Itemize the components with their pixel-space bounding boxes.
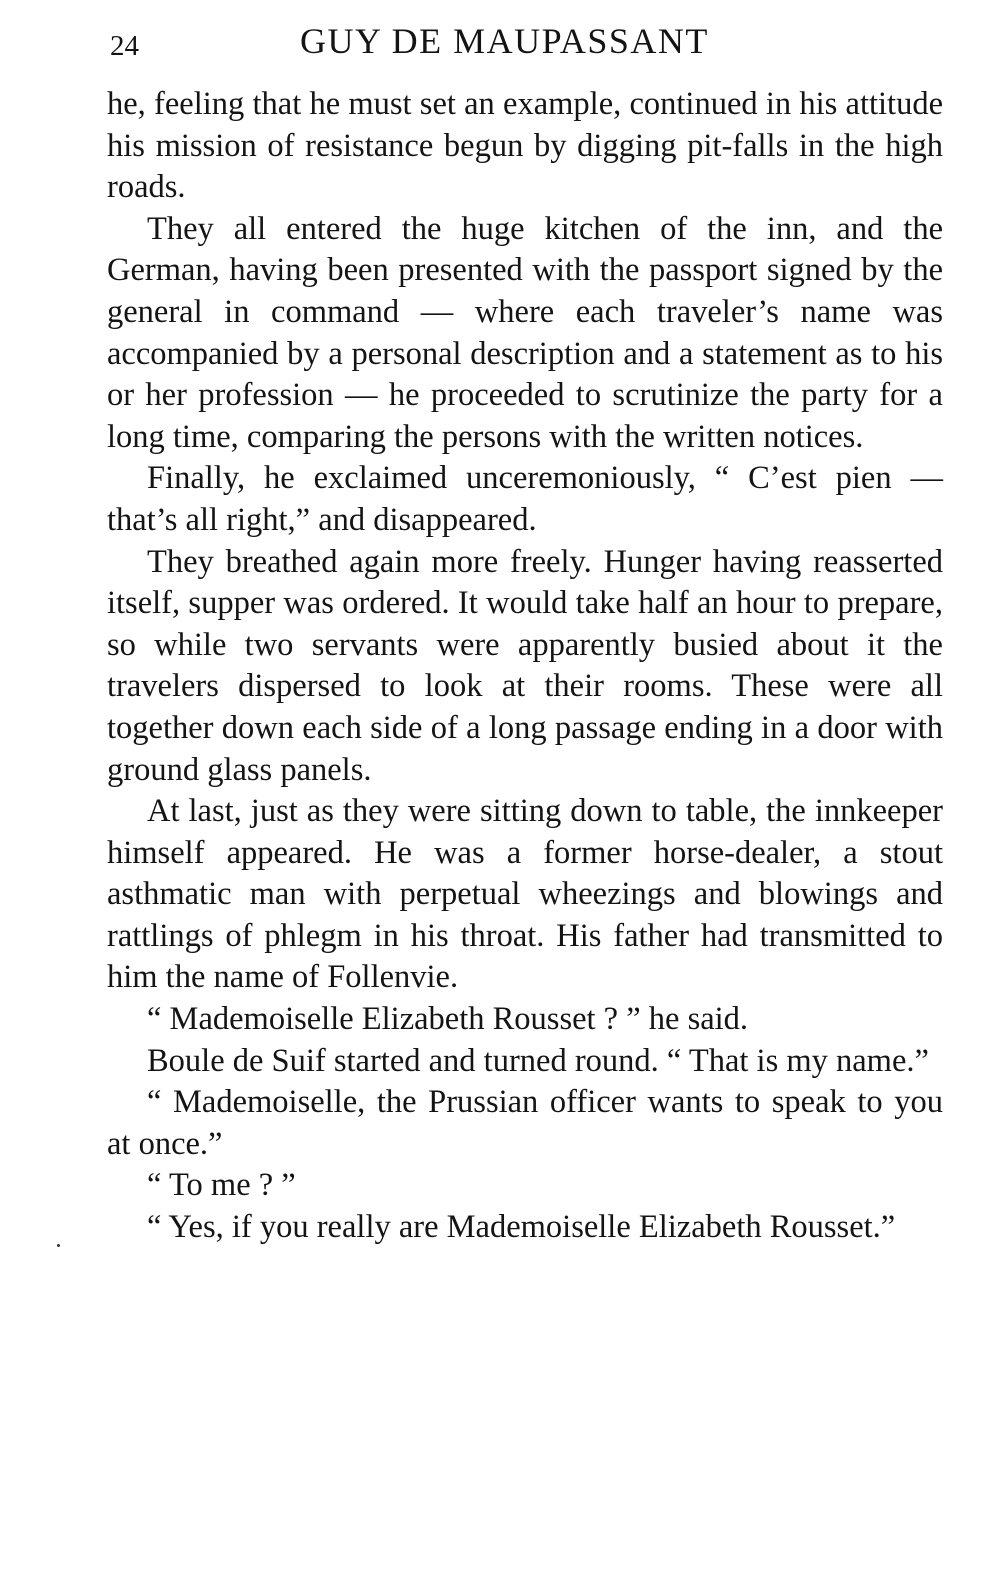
page-body — [107, 84, 943, 1249]
dialogue-line: “ Yes, if you really are Mademoiselle Elizabeth Rousset.” — [147, 1209, 896, 1246]
paragraph-continued: he, feeling that he must set an example, continued in his attitude his mission of resistance begun by digging pit-falls in the high roads. — [107, 86, 943, 206]
running-head: GUY DE MAUPASSANT — [300, 21, 709, 61]
paragraph: Finally, he exclaimed unceremoniously, “ C’est pien — that’s all right,” and disappeared. — [107, 460, 943, 538]
paragraph: They all entered the huge kitchen of the inn, and the German, having been presented with the passport signed by the general in command — where each traveler’s name was accompanied by a personal description and a statement as to his or her profession — he proceeded to scrutinize the party for a long time, comparing the persons with the written notices. — [107, 210, 943, 455]
dialogue-line: “ Mademoiselle, the Prussian officer wants to speak to you at once.” — [107, 1084, 943, 1162]
page-number: 24 — [110, 30, 139, 62]
paragraph: They breathed again more freely. Hunger having reasserted itself, supper was ordered. It would take half an hour to prepare, so while two servants were apparently busied about it the travelers dispersed to look at their rooms. These were all together down each side of a long passage ending in a door with ground glass panels. — [107, 543, 943, 788]
dialogue-line: “ Mademoiselle Elizabeth Rousset ? ” he said. — [147, 1001, 749, 1038]
page-header — [110, 16, 950, 72]
dialogue-line: “ To me ? ” — [147, 1167, 296, 1204]
paragraph: At last, just as they were sitting down to table, the innkeeper himself appeared. He was a former horse-dealer, a stout asthmatic man with perpetual wheezings and blowings and rattlings of phlegm in his throat. His father had transmitted to him the name of Follenvie. — [107, 793, 943, 996]
paragraph: Boule de Suif started and turned round. “ That is my name.” — [147, 1042, 929, 1079]
stray-ink-mark — [57, 1244, 60, 1247]
